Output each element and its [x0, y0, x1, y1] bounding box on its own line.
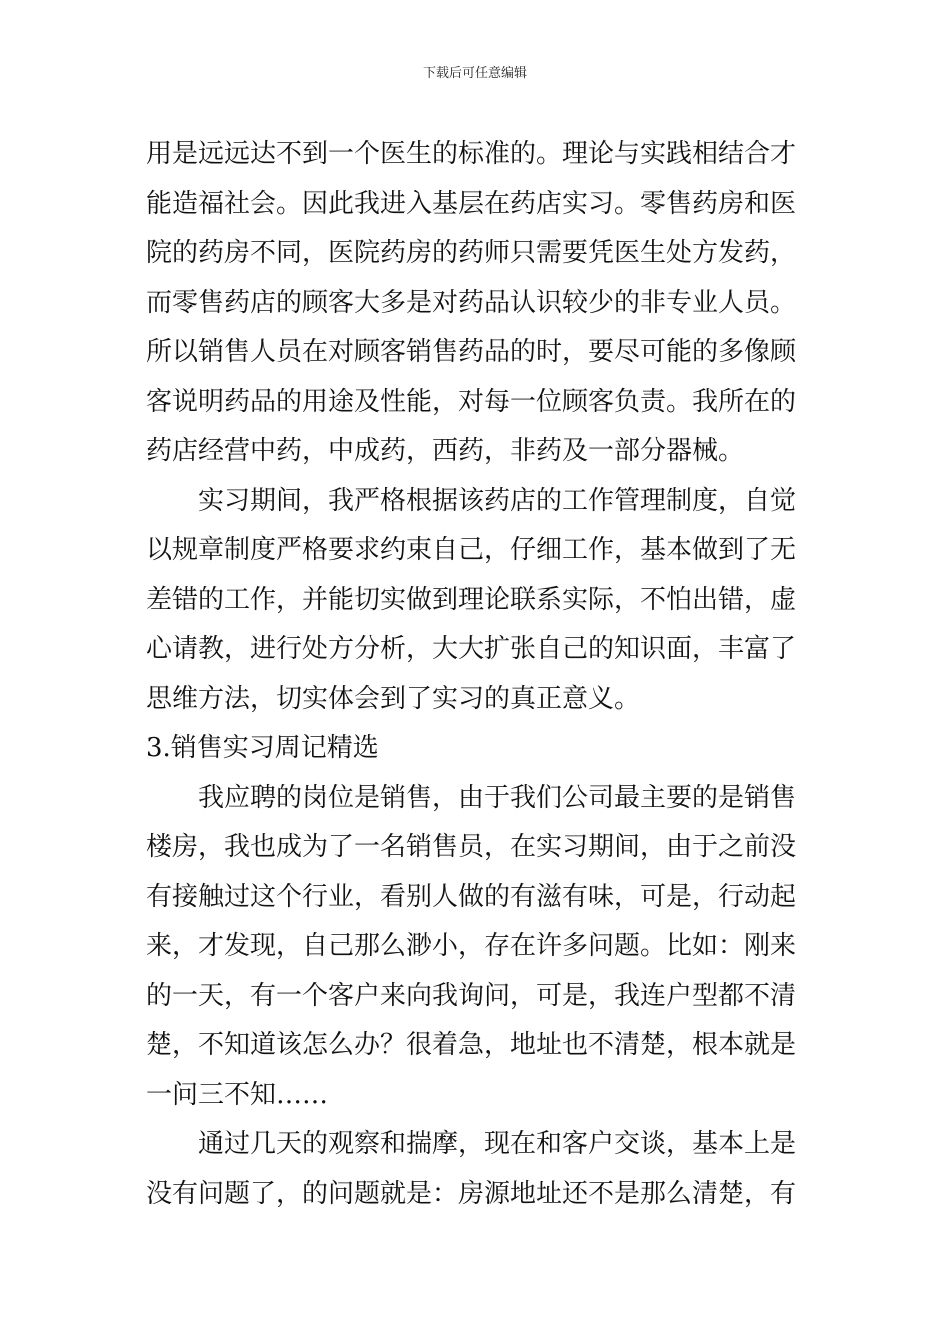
text-line: 心请教，进行处方分析，大大扩张自己的知识面，丰富了 [146, 634, 797, 664]
text-line: 客说明药品的用途及性能，对每一位顾客负责。我所在的 [146, 386, 797, 417]
text-line: 我应聘的岗位是销售，由于我们公司最主要的是销售 [198, 782, 797, 813]
text-line: 用是远远达不到一个医生的标准的。理论与实践相结合才 [146, 139, 797, 169]
text-line: 3.销售实习周记精选 [146, 733, 379, 763]
text-line: 院的药房不同，医院药房的药师只需要凭医生处方发药， [146, 238, 797, 268]
text-line: 没有问题了，的问题就是：房源地址还不是那么清楚，有 [146, 1178, 797, 1209]
text-line: 通过几天的观察和揣摩，现在和客户交谈，基本上是 [198, 1129, 797, 1159]
text-line: 思维方法，切实体会到了实习的真正意义。 [146, 683, 641, 714]
text-line: 一问三不知…… [146, 1079, 329, 1110]
text-line: 实习期间，我严格根据该药店的工作管理制度，自觉 [198, 485, 797, 516]
text-line: 所以销售人员在对顾客销售药品的时，要尽可能的多像顾 [146, 337, 797, 367]
text-line: 以规章制度严格要求约束自己，仔细工作，基本做到了无 [146, 535, 797, 565]
text-line: 能造福社会。因此我进入基层在药店实习。零售药房和医 [146, 188, 797, 219]
text-line: 楼房，我也成为了一名销售员，在实习期间，由于之前没 [146, 832, 797, 862]
text-line: 而零售药店的顾客大多是对药品认识较少的非专业人员。 [146, 287, 797, 318]
document-body [146, 130, 806, 1219]
text-line: 有接触过这个行业，看别人做的有滋有味，可是，行动起 [146, 881, 797, 912]
page-header: 下载后可任意编辑 [422, 66, 527, 81]
text-line: 药店经营中药，中成药，西药，非药及一部分器械。 [146, 436, 745, 466]
text-line: 差错的工作，并能切实做到理论联系实际，不怕出错，虚 [146, 584, 797, 615]
text-line: 来，才发现，自己那么渺小，存在许多问题。比如：刚来 [146, 931, 797, 961]
text-line: 楚，不知道该怎么办？很着急，地址也不清楚，根本就是 [146, 1030, 797, 1060]
text-line: 的一天，有一个客户来向我询问，可是，我连户型都不清 [146, 980, 797, 1011]
